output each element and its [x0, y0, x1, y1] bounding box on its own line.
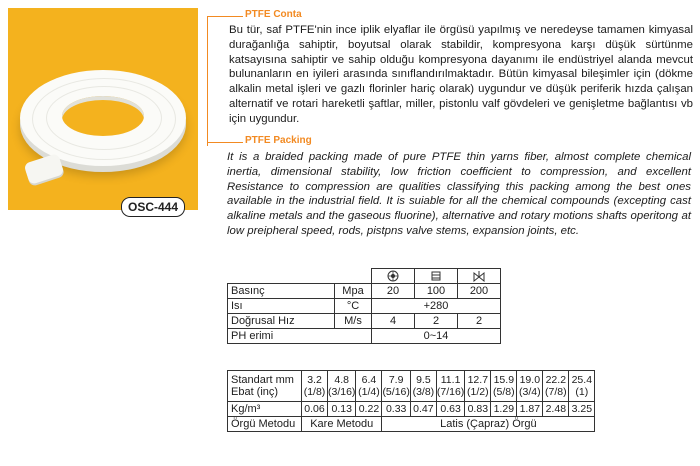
coil-hole	[62, 96, 144, 136]
english-description: It is a braided packing made of pure PTFE thin yarns fiber, almost complete chemical inertia, dimensional stability, low friction coefficient to compression, and excellent Resistance to compression are qualities classifying this packing among the best ones available in the industrial field. It is suiable for all the chemical compounds (excepting cast alkaline metals and the gaseous fluorine), alternative and rotary motions shafts operitong at low preipheral speed, rods, pistpns valve stems, expansion joints, etc.	[227, 151, 691, 237]
size-cell: 15.9 (5/8)	[491, 371, 517, 402]
turkish-description: Bu tür, saf PTFE'nin ince iplik elyaflar ile örgüsü yapılmış ve neredeyse tamamen kimyasal durağanlığa sahiptir, boyutsal olarak stabildir, kompresyona karşı düşük sürtünme katsayısına sahiptir ve sahip olduğu kompresyona dayanımı ile endüstriyel alanda mevcut bulunanların en iyileri arasında sınıflandırılmaktadır. Bütün kimyasal bileşimler için (dökme alkalin metal işleri ve gazlı florinler hariç olarak) uygundur ve düşük periferik hızda çalışan alternatif ve rotari hareketli şaftlar, miller, pistonlu valf gövdeleri ve genişletme bağlantısı vb için uygundur.	[229, 24, 693, 125]
packing-strand-end	[23, 153, 64, 185]
size-cell: 11.1 (7/16)	[436, 371, 464, 402]
table-row	[228, 371, 595, 402]
row-label: PH erimi	[228, 329, 372, 344]
cell-value: 200	[458, 284, 501, 299]
valve-icon	[458, 269, 501, 284]
row-unit: °C	[335, 299, 372, 314]
weight-cell: 0.22	[356, 402, 382, 417]
table-row	[228, 269, 501, 284]
cell-value: 0~14	[372, 329, 501, 344]
standard-mm-label: Standart mm	[231, 374, 294, 386]
product-code-badge: OSC-444	[121, 197, 185, 217]
size-cell: 9.5 (3/8)	[410, 371, 436, 402]
weight-cell: 0.47	[410, 402, 436, 417]
size-cell: 4.8 (3/16)	[328, 371, 356, 402]
braid-method-label: Örgü Metodu	[228, 417, 302, 432]
size-cell: 25.4 (1)	[569, 371, 595, 402]
row-unit: Mpa	[335, 284, 372, 299]
table-row	[228, 329, 501, 344]
operating-conditions-table	[227, 268, 501, 344]
weight-cell: 0.83	[465, 402, 491, 417]
section-rule	[207, 16, 209, 146]
weight-cell: 2.48	[543, 402, 569, 417]
square-braid-cell: Kare Metodu	[302, 417, 382, 432]
size-cell: 12.7 (1/2)	[465, 371, 491, 402]
cell-value: +280	[372, 299, 501, 314]
size-cell: 6.4 (1/4)	[356, 371, 382, 402]
row-label: Doğrusal Hız	[228, 314, 335, 329]
english-heading: PTFE Packing	[245, 135, 312, 146]
product-photo	[8, 8, 198, 210]
cell-value: 2	[415, 314, 458, 329]
turkish-heading: PTFE Conta	[245, 9, 302, 20]
heading-rule	[207, 16, 243, 17]
cell-value: 4	[372, 314, 415, 329]
weight-cell: 1.29	[491, 402, 517, 417]
row-label: Basınç	[228, 284, 335, 299]
table-row	[228, 314, 501, 329]
size-inch-label: Ebat (inç)	[231, 386, 279, 398]
row-unit: M/s	[335, 314, 372, 329]
lattice-braid-cell: Latis (Çapraz) Örgü	[382, 417, 595, 432]
cell-value: 20	[372, 284, 415, 299]
cell-value: 100	[415, 284, 458, 299]
cell-value: 2	[458, 314, 501, 329]
size-cell: 3.2 (1/8)	[302, 371, 328, 402]
weight-label: Kg/m³	[228, 402, 302, 417]
weight-cell: 0.13	[328, 402, 356, 417]
rotary-icon	[372, 269, 415, 284]
weight-cell: 0.06	[302, 402, 328, 417]
table-row	[228, 417, 595, 432]
weight-cell: 0.33	[382, 402, 410, 417]
weight-cell: 3.25	[569, 402, 595, 417]
size-cell: 19.0 (3/4)	[517, 371, 543, 402]
size-row-label	[228, 371, 302, 402]
reciprocating-icon	[415, 269, 458, 284]
size-cell: 22.2 (7/8)	[543, 371, 569, 402]
size-cell: 7.9 (5/16)	[382, 371, 410, 402]
weight-cell: 1.87	[517, 402, 543, 417]
heading-rule	[207, 142, 243, 143]
table-row	[228, 284, 501, 299]
sizes-table	[227, 370, 595, 432]
table-row	[228, 299, 501, 314]
weight-cell: 0.63	[436, 402, 464, 417]
table-row	[228, 402, 595, 417]
row-label: Isı	[228, 299, 335, 314]
